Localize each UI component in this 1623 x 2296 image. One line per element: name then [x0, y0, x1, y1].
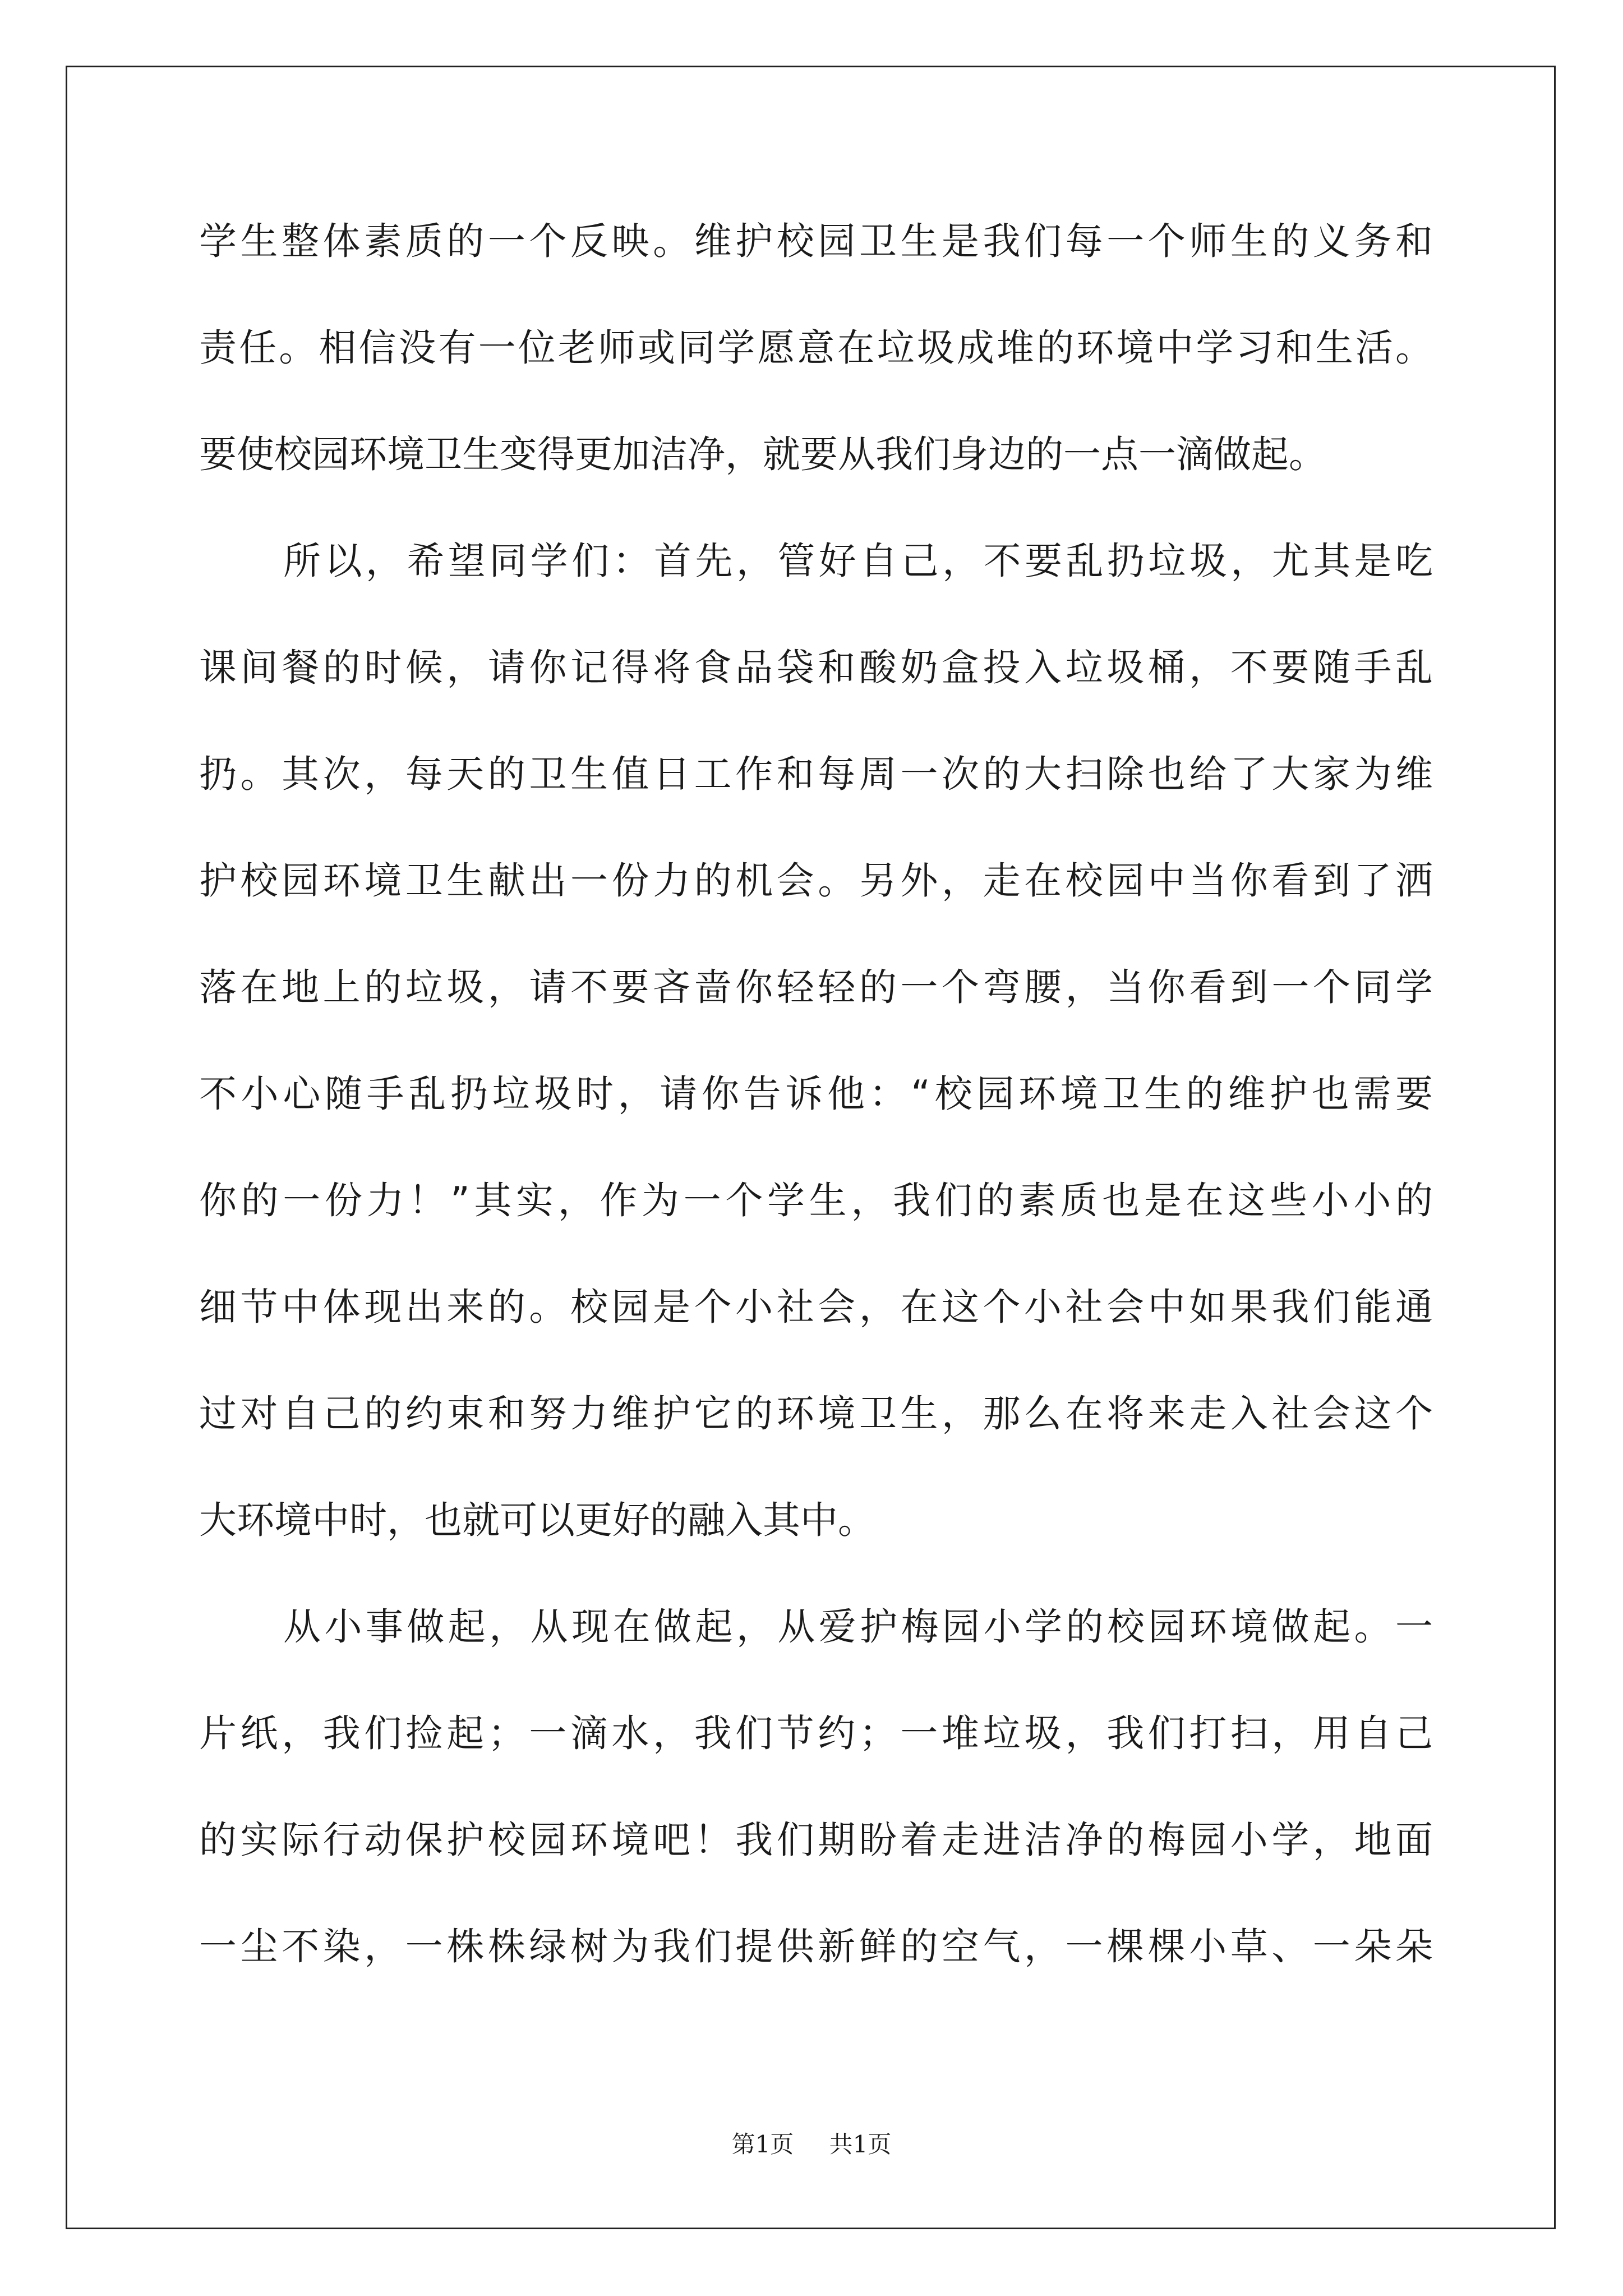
text-line: 细节中体现出来的。校园是个小社会，在这个小社会中如果我们能通	[199, 1285, 1433, 1329]
text-line: 一尘不染，一株株绿树为我们提供新鲜的空气，一棵棵小草、一朵朵	[199, 1925, 1433, 1968]
text-line: 大环境中时，也就可以更好的融入其中。	[199, 1498, 875, 1542]
text-line: 要使校园环境卫生变得更加洁净，就要从我们身边的一点一滴做起。	[199, 432, 1326, 476]
page-footer	[0, 2126, 1623, 2160]
text-line: 学生整体素质的一个反映。维护校园卫生是我们每一个师生的义务和	[199, 219, 1433, 263]
text-line: 的实际行动保护校园环境吧！我们期盼着走进洁净的梅园小学，地面	[199, 1818, 1433, 1862]
text-line: 所以，希望同学们：首先，管好自己，不要乱扔垃圾，尤其是吃	[283, 539, 1433, 583]
text-line: 片纸，我们捡起；一滴水，我们节约；一堆垃圾，我们打扫，用自己	[199, 1711, 1433, 1755]
text-line: 落在地上的垃圾，请不要吝啬你轻轻的一个弯腰，当你看到一个同学	[199, 965, 1433, 1009]
text-line: 从小事做起，从现在做起，从爱护梅园小学的校园环境做起。一	[283, 1605, 1433, 1649]
text-line: 你的一份力！”其实，作为一个学生，我们的素质也是在这些小小的	[199, 1179, 1433, 1222]
page-number: 第1页	[731, 2131, 794, 2158]
text-line: 扔。其次，每天的卫生值日工作和每周一次的大扫除也给了大家为维	[199, 752, 1433, 796]
text-line: 不小心随手乱扔垃圾时，请你告诉他：“校园环境卫生的维护也需要	[199, 1072, 1433, 1116]
page-total: 共1页	[829, 2131, 892, 2158]
document-body	[199, 213, 1433, 2025]
text-line: 责任。相信没有一位老师或同学愿意在垃圾成堆的环境中学习和生活。	[199, 326, 1433, 370]
text-line: 护校园环境卫生献出一份力的机会。另外，走在校园中当你看到了洒	[199, 859, 1433, 903]
text-line: 课间餐的时候，请你记得将食品袋和酸奶盒投入垃圾桶，不要随手乱	[199, 646, 1433, 689]
text-line: 过对自己的约束和努力维护它的环境卫生，那么在将来走入社会这个	[199, 1392, 1433, 1435]
